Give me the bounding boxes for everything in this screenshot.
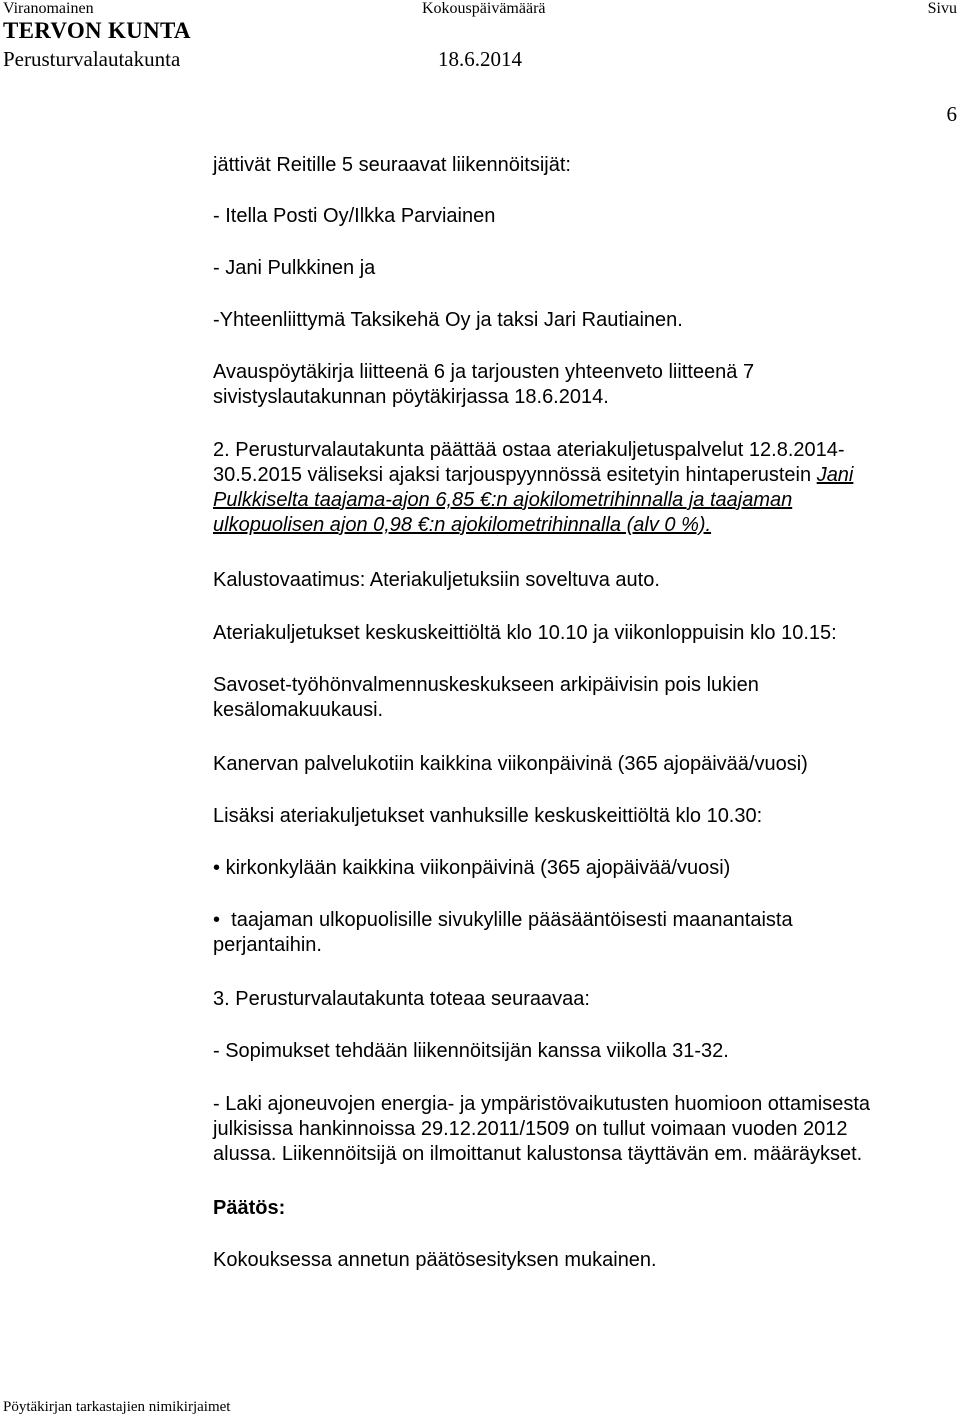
paragraph-decision-point-2: [213, 438, 958, 538]
bullet-item: [213, 908, 958, 958]
page-number: 6: [946, 102, 957, 126]
text-line: julkisissa hankinnoissa 29.12.2011/1509 on tullut voimaan vuoden 2012: [213, 1118, 848, 1140]
bullet-text: kirkonkylään kaikkina viikonpäivinä (365 ajopäivää/vuosi): [225, 857, 731, 879]
bidder-item: -Yhteenliittymä Taksikehä Oy ja taksi Jari Rautiainen.: [213, 309, 683, 331]
header-label-meeting-date: Kokouspäivämäärä: [422, 0, 546, 17]
text-line: Avauspöytäkirja liitteenä 6 ja tarjousten yhteenveto liitteenä 7: [213, 361, 755, 383]
text-line: sivistyslautakunnan pöytäkirjassa 18.6.2014.: [213, 386, 609, 408]
text-line: 2. Perusturvalautakunta päättää ostaa ateriakuljetuspalvelut 12.8.2014-: [213, 439, 845, 461]
text-line: kesälomakuukausi.: [213, 699, 384, 721]
paragraph-contracts: - Sopimukset tehdään liikennöitsijän kanssa viikolla 31-32.: [213, 1040, 729, 1062]
bullet-glyph: •: [213, 857, 221, 879]
header-label-page: Sivu: [927, 0, 957, 17]
paragraph-elderly-deliveries: Lisäksi ateriakuljetukset vanhuksille keskuskeittiöltä klo 10.30:: [213, 805, 763, 827]
bullet-item: [213, 856, 958, 881]
paragraph-kanerva: Kanervan palvelukotiin kaikkina viikonpäivinä (365 ajopäivää/vuosi): [213, 753, 808, 775]
paragraph-bidders-intro: jättivät Reitille 5 seuraavat liikennöitsijät:: [213, 154, 571, 176]
paragraph-decision-point-3: 3. Perusturvalautakunta toteaa seuraavaa:: [213, 988, 590, 1010]
bullet-text: taajaman ulkopuolisille sivukylille pääsääntöisesti maanantaista: [231, 909, 793, 931]
paragraph-vehicle-requirement: Kalustovaatimus: Ateriakuljetuksiin soveltuva auto.: [213, 569, 660, 591]
text-span: 30.5.2015 väliseksi ajaksi tarjouspyynnössä esitetyin hintaperustein: [213, 464, 817, 486]
organization-name: TERVON KUNTA: [3, 18, 191, 43]
text-line: alussa. Liikennöitsijä on ilmoittanut kalustonsa täyttävän em. määräykset.: [213, 1143, 863, 1165]
paragraph-attachments: [213, 360, 958, 410]
text-line: Savoset-työhönvalmennuskeskukseen arkipäivisin pois lukien: [213, 674, 759, 696]
bullet-glyph: •: [213, 909, 221, 931]
text-line: perjantaihin.: [213, 934, 322, 956]
text-line: [213, 463, 958, 488]
decision-text: Kokouksessa annetun päätösesityksen mukainen.: [213, 1249, 657, 1271]
decision-heading: Päätös:: [213, 1197, 286, 1219]
footer-signatures-label: Pöytäkirjan tarkastajien nimikirjaimet: [3, 1399, 231, 1415]
paragraph-savoset: [213, 673, 958, 723]
emphasized-text: Jani: [816, 464, 854, 486]
meeting-date: 18.6.2014: [438, 47, 522, 71]
bidder-item: - Itella Posti Oy/Ilkka Parviainen: [213, 205, 496, 227]
header-label-authority: Viranomainen: [3, 0, 94, 17]
board-name: Perusturvalautakunta: [3, 47, 181, 71]
emphasized-text: ulkopuolisen ajon 0,98 €:n ajokilometrihinnalla (alv 0 %).: [213, 514, 712, 536]
emphasized-text: Pulkkiselta taajama-ajon 6,85 €:n ajokilometrihinnalla ja taajaman: [213, 489, 793, 511]
text-line: - Laki ajoneuvojen energia- ja ympäristövaikutusten huomioon ottamisesta: [213, 1093, 871, 1115]
paragraph-law: [213, 1092, 958, 1167]
paragraph-delivery-times: Ateriakuljetukset keskuskeittiöltä klo 10.10 ja viikonloppuisin klo 10.15:: [213, 622, 837, 644]
bidder-item: - Jani Pulkkinen ja: [213, 257, 376, 279]
text-line: [213, 908, 958, 933]
